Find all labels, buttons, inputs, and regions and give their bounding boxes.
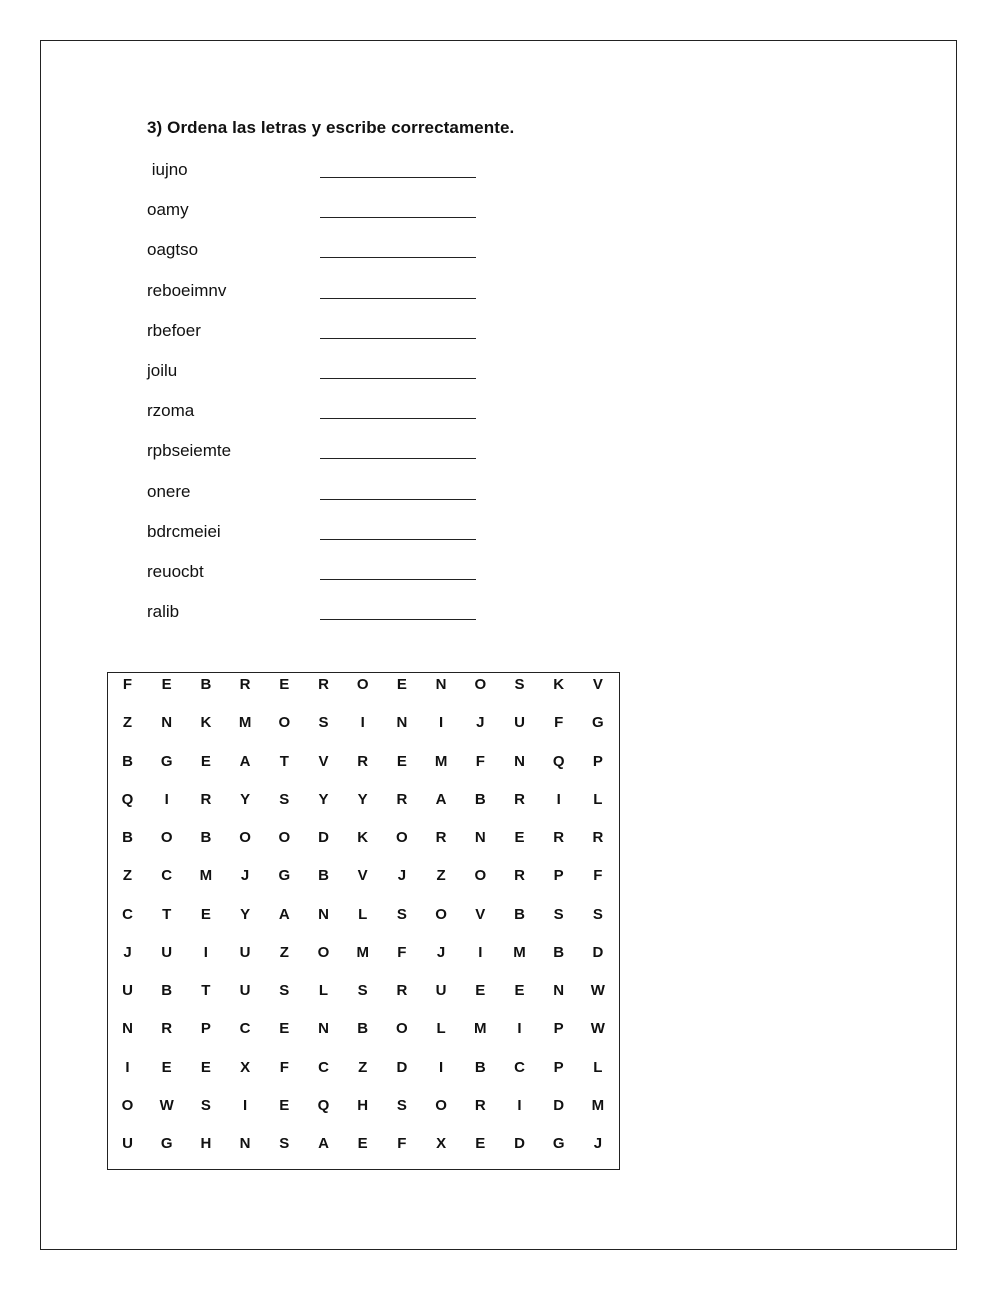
grid-letter[interactable]: O: [239, 829, 251, 846]
word-row: [147, 520, 547, 560]
grid-letter[interactable]: U: [161, 943, 173, 961]
grid-letter[interactable]: T: [201, 982, 211, 999]
grid-letter[interactable]: O: [474, 867, 487, 885]
grid-letter[interactable]: E: [200, 752, 211, 770]
grid-letter[interactable]: M: [199, 867, 213, 885]
grid-row: [108, 1056, 619, 1094]
exercise-title: 3) Ordena las letras y escribe correctamente.: [147, 118, 515, 137]
grid-letter[interactable]: X: [240, 1058, 251, 1076]
grid-letter[interactable]: L: [318, 982, 329, 999]
grid-letter[interactable]: O: [396, 829, 408, 846]
grid-letter[interactable]: B: [200, 829, 212, 846]
grid-letter[interactable]: L: [593, 1058, 603, 1076]
grid-letter[interactable]: Z: [358, 1058, 368, 1076]
grid-letter[interactable]: M: [474, 1020, 487, 1038]
word-row: [147, 600, 547, 640]
word-row: [147, 560, 547, 600]
grid-row: [108, 941, 619, 979]
grid-letter[interactable]: Y: [240, 790, 251, 808]
grid-letter[interactable]: R: [239, 676, 251, 693]
grid-letter[interactable]: Y: [240, 905, 251, 923]
grid-letter[interactable]: O: [396, 1020, 408, 1038]
grid-letter[interactable]: A: [278, 905, 290, 923]
grid-letter[interactable]: V: [592, 676, 603, 693]
scrambled-word: ralib: [147, 602, 180, 622]
grid-letter[interactable]: I: [439, 1058, 444, 1076]
grid-letter[interactable]: N: [318, 1020, 329, 1038]
grid-letter[interactable]: I: [360, 714, 365, 732]
grid-letter[interactable]: R: [318, 676, 329, 693]
grid-letter[interactable]: R: [553, 829, 565, 846]
scrambled-word: bdrcmeiei: [147, 521, 221, 541]
grid-row: [108, 826, 619, 864]
scrambled-word: rbefoer: [147, 320, 201, 340]
grid-letter[interactable]: P: [553, 867, 564, 885]
grid-letter[interactable]: N: [474, 829, 486, 846]
grid-letter[interactable]: L: [436, 1020, 446, 1038]
answer-blank[interactable]: [320, 176, 476, 178]
grid-letter[interactable]: B: [200, 676, 212, 693]
grid-letter[interactable]: C: [239, 1020, 251, 1038]
grid-letter[interactable]: E: [200, 1058, 211, 1076]
grid-letter[interactable]: X: [436, 1135, 447, 1152]
grid-letter[interactable]: E: [279, 1020, 290, 1038]
grid-row: [108, 1094, 619, 1132]
grid-letter[interactable]: N: [553, 982, 565, 999]
word-row: [147, 480, 547, 520]
grid-letter[interactable]: W: [590, 1020, 605, 1038]
grid-letter[interactable]: L: [358, 905, 368, 923]
grid-letter[interactable]: S: [396, 1096, 407, 1114]
grid-letter[interactable]: Y: [357, 790, 368, 808]
answer-blank[interactable]: [320, 337, 476, 339]
grid-letter[interactable]: O: [435, 905, 447, 923]
grid-letter[interactable]: N: [318, 905, 329, 923]
grid-letter[interactable]: U: [239, 943, 251, 961]
grid-letter[interactable]: O: [160, 829, 173, 846]
grid-letter[interactable]: C: [161, 867, 173, 885]
grid-letter[interactable]: E: [475, 1135, 486, 1152]
grid-letter[interactable]: S: [200, 1096, 211, 1114]
grid-row: [108, 750, 619, 788]
grid-letter[interactable]: R: [396, 790, 408, 808]
grid-letter[interactable]: O: [435, 1096, 447, 1114]
grid-letter[interactable]: O: [474, 676, 487, 693]
grid-letter[interactable]: E: [279, 676, 290, 693]
grid-letter[interactable]: M: [356, 943, 369, 961]
grid-letter[interactable]: S: [592, 905, 603, 923]
grid-letter[interactable]: R: [161, 1020, 173, 1038]
grid-letter[interactable]: O: [121, 1096, 134, 1114]
word-row: [147, 238, 547, 278]
grid-letter[interactable]: S: [514, 676, 525, 693]
grid-letter[interactable]: J: [397, 867, 407, 885]
word-row: [147, 319, 547, 359]
grid-letter[interactable]: U: [435, 982, 447, 999]
grid-letter[interactable]: S: [279, 982, 290, 999]
grid-letter[interactable]: R: [592, 829, 604, 846]
grid-letter[interactable]: E: [200, 905, 211, 923]
grid-letter[interactable]: C: [122, 905, 133, 923]
grid-letter[interactable]: F: [593, 867, 603, 885]
grid-letter[interactable]: W: [159, 1096, 174, 1114]
grid-letter[interactable]: T: [279, 752, 289, 770]
grid-letter[interactable]: E: [514, 982, 525, 999]
grid-letter[interactable]: R: [200, 790, 212, 808]
word-row: [147, 279, 547, 319]
answer-blank[interactable]: [320, 377, 476, 379]
grid-letter[interactable]: F: [397, 1135, 407, 1152]
grid-letter[interactable]: I: [164, 790, 169, 808]
grid-letter[interactable]: N: [514, 752, 525, 770]
grid-letter[interactable]: F: [475, 752, 485, 770]
answer-blank[interactable]: [320, 297, 476, 299]
grid-letter[interactable]: B: [318, 867, 329, 885]
grid-letter[interactable]: B: [474, 790, 486, 808]
answer-blank[interactable]: [320, 216, 476, 218]
grid-letter[interactable]: I: [439, 714, 444, 732]
grid-row: [108, 711, 619, 749]
grid-letter[interactable]: W: [590, 982, 605, 999]
grid-row: [108, 1017, 619, 1055]
grid-letter[interactable]: K: [200, 714, 212, 732]
grid-letter[interactable]: B: [122, 829, 133, 846]
answer-blank[interactable]: [320, 256, 476, 258]
grid-letter[interactable]: J: [593, 1135, 603, 1152]
grid-letter[interactable]: B: [161, 982, 173, 999]
grid-letter[interactable]: U: [514, 714, 525, 732]
grid-letter[interactable]: N: [239, 1135, 251, 1152]
grid-row: [108, 903, 619, 941]
grid-letter[interactable]: I: [556, 790, 561, 808]
grid-letter[interactable]: R: [357, 752, 369, 770]
grid-letter[interactable]: Q: [552, 752, 565, 770]
scrambled-word: reboeimnv: [147, 280, 227, 300]
scrambled-word: onere: [147, 481, 191, 501]
grid-letter[interactable]: G: [552, 1135, 565, 1152]
grid-letter[interactable]: J: [476, 714, 485, 732]
grid-letter[interactable]: J: [436, 943, 446, 961]
grid-row: [108, 788, 619, 826]
answer-blank[interactable]: [320, 618, 476, 620]
answer-blank[interactable]: [320, 417, 476, 419]
grid-letter[interactable]: K: [553, 676, 565, 693]
grid-row: [108, 1132, 619, 1170]
grid-letter[interactable]: B: [514, 905, 525, 923]
grid-letter[interactable]: J: [123, 943, 132, 961]
grid-letter[interactable]: F: [554, 714, 564, 732]
answer-blank[interactable]: [320, 538, 476, 540]
grid-letter[interactable]: N: [122, 1020, 133, 1038]
grid-letter[interactable]: O: [278, 714, 291, 732]
grid-letter[interactable]: I: [517, 1096, 522, 1114]
grid-letter[interactable]: S: [357, 982, 368, 999]
grid-letter[interactable]: Z: [122, 867, 133, 885]
grid-letter[interactable]: T: [162, 905, 172, 923]
grid-letter[interactable]: S: [279, 790, 290, 808]
grid-letter[interactable]: Z: [436, 867, 446, 885]
grid-letter[interactable]: P: [592, 752, 603, 770]
grid-letter[interactable]: P: [200, 1020, 211, 1038]
grid-letter[interactable]: N: [435, 676, 447, 693]
grid-letter[interactable]: Z: [122, 714, 133, 732]
scrambled-word: joilu: [147, 360, 178, 380]
word-row: [147, 198, 547, 238]
grid-letter[interactable]: O: [278, 829, 291, 846]
scrambled-word: rpbseiemte: [147, 441, 232, 461]
grid-letter[interactable]: B: [553, 943, 565, 961]
answer-blank[interactable]: [320, 498, 476, 500]
scrambled-word: oamy: [147, 200, 189, 220]
word-row: [147, 359, 547, 399]
grid-letter[interactable]: I: [478, 943, 483, 961]
grid-letter[interactable]: U: [239, 982, 251, 999]
grid-letter[interactable]: E: [396, 676, 407, 693]
scrambled-word: reuocbt: [147, 561, 204, 581]
grid-letter[interactable]: G: [160, 752, 173, 770]
grid-letter[interactable]: V: [357, 867, 368, 885]
grid-row: [108, 864, 619, 902]
grid-letter[interactable]: R: [514, 790, 525, 808]
grid-letter[interactable]: I: [243, 1096, 248, 1114]
grid-letter[interactable]: H: [200, 1135, 212, 1152]
grid-letter[interactable]: D: [553, 1096, 565, 1114]
grid-letter[interactable]: K: [357, 829, 369, 846]
grid-letter[interactable]: B: [357, 1020, 369, 1038]
grid-letter[interactable]: S: [396, 905, 407, 923]
grid-letter[interactable]: E: [161, 1058, 172, 1076]
grid-letter[interactable]: Z: [279, 943, 289, 961]
grid-letter[interactable]: S: [318, 714, 329, 732]
grid-letter[interactable]: E: [161, 676, 172, 693]
grid-row: [108, 979, 619, 1017]
scrambled-word: rzoma: [147, 401, 195, 421]
grid-letter[interactable]: E: [514, 829, 525, 846]
grid-letter[interactable]: B: [122, 752, 133, 770]
grid-letter[interactable]: I: [517, 1020, 522, 1038]
grid-letter[interactable]: Q: [317, 1096, 330, 1114]
scrambled-word-list: [147, 158, 547, 640]
grid-letter[interactable]: E: [357, 1135, 368, 1152]
grid-letter[interactable]: J: [240, 867, 250, 885]
grid-letter[interactable]: P: [553, 1020, 564, 1038]
grid-letter[interactable]: M: [513, 943, 526, 961]
grid-letter[interactable]: M: [238, 714, 252, 732]
word-search-grid: [107, 672, 620, 1170]
scrambled-word: oagtso: [147, 240, 199, 260]
grid-letter[interactable]: U: [122, 982, 133, 999]
grid-letter[interactable]: D: [514, 1135, 525, 1152]
grid-letter[interactable]: R: [514, 867, 525, 885]
grid-letter[interactable]: G: [160, 1135, 173, 1152]
grid-row: [108, 673, 619, 711]
grid-letter[interactable]: C: [318, 1058, 329, 1076]
grid-letter[interactable]: Q: [121, 790, 134, 808]
grid-letter[interactable]: D: [318, 829, 329, 846]
grid-letter[interactable]: N: [396, 714, 408, 732]
grid-letter[interactable]: R: [396, 982, 408, 999]
grid-letter[interactable]: E: [279, 1096, 290, 1114]
grid-letter[interactable]: C: [514, 1058, 525, 1076]
grid-letter[interactable]: B: [474, 1058, 486, 1076]
grid-letter[interactable]: O: [317, 943, 330, 961]
word-row: [147, 399, 547, 439]
grid-letter[interactable]: L: [593, 790, 603, 808]
grid-letter[interactable]: H: [357, 1096, 369, 1114]
grid-letter[interactable]: P: [553, 1058, 564, 1076]
grid-letter[interactable]: Y: [318, 790, 329, 808]
answer-blank[interactable]: [320, 457, 476, 459]
grid-letter[interactable]: R: [435, 829, 447, 846]
grid-letter[interactable]: F: [279, 1058, 289, 1076]
grid-letter[interactable]: G: [592, 714, 604, 732]
grid-letter[interactable]: R: [474, 1096, 486, 1114]
grid-letter[interactable]: G: [278, 867, 291, 885]
grid-letter[interactable]: E: [396, 752, 407, 770]
grid-letter[interactable]: O: [356, 676, 369, 693]
answer-blank[interactable]: [320, 578, 476, 580]
grid-letter[interactable]: F: [397, 943, 407, 961]
grid-letter[interactable]: A: [239, 752, 251, 770]
grid-letter[interactable]: D: [396, 1058, 408, 1076]
grid-letter[interactable]: V: [475, 905, 486, 923]
grid-letter[interactable]: I: [125, 1058, 130, 1076]
word-row: [147, 158, 547, 198]
grid-letter[interactable]: V: [318, 752, 329, 770]
scrambled-word: iujno: [147, 160, 188, 179]
word-row: [147, 439, 547, 479]
grid-letter[interactable]: A: [435, 790, 447, 808]
grid-letter[interactable]: N: [161, 714, 173, 732]
grid-letter[interactable]: S: [553, 905, 564, 923]
grid-letter[interactable]: E: [475, 982, 486, 999]
grid-letter[interactable]: M: [434, 752, 448, 770]
grid-letter[interactable]: I: [203, 943, 208, 961]
grid-letter[interactable]: S: [279, 1135, 290, 1152]
grid-letter[interactable]: A: [318, 1135, 329, 1152]
grid-letter[interactable]: M: [591, 1096, 605, 1114]
grid-letter[interactable]: U: [122, 1135, 133, 1152]
grid-letter[interactable]: D: [592, 943, 604, 961]
grid-letter[interactable]: F: [122, 676, 133, 693]
